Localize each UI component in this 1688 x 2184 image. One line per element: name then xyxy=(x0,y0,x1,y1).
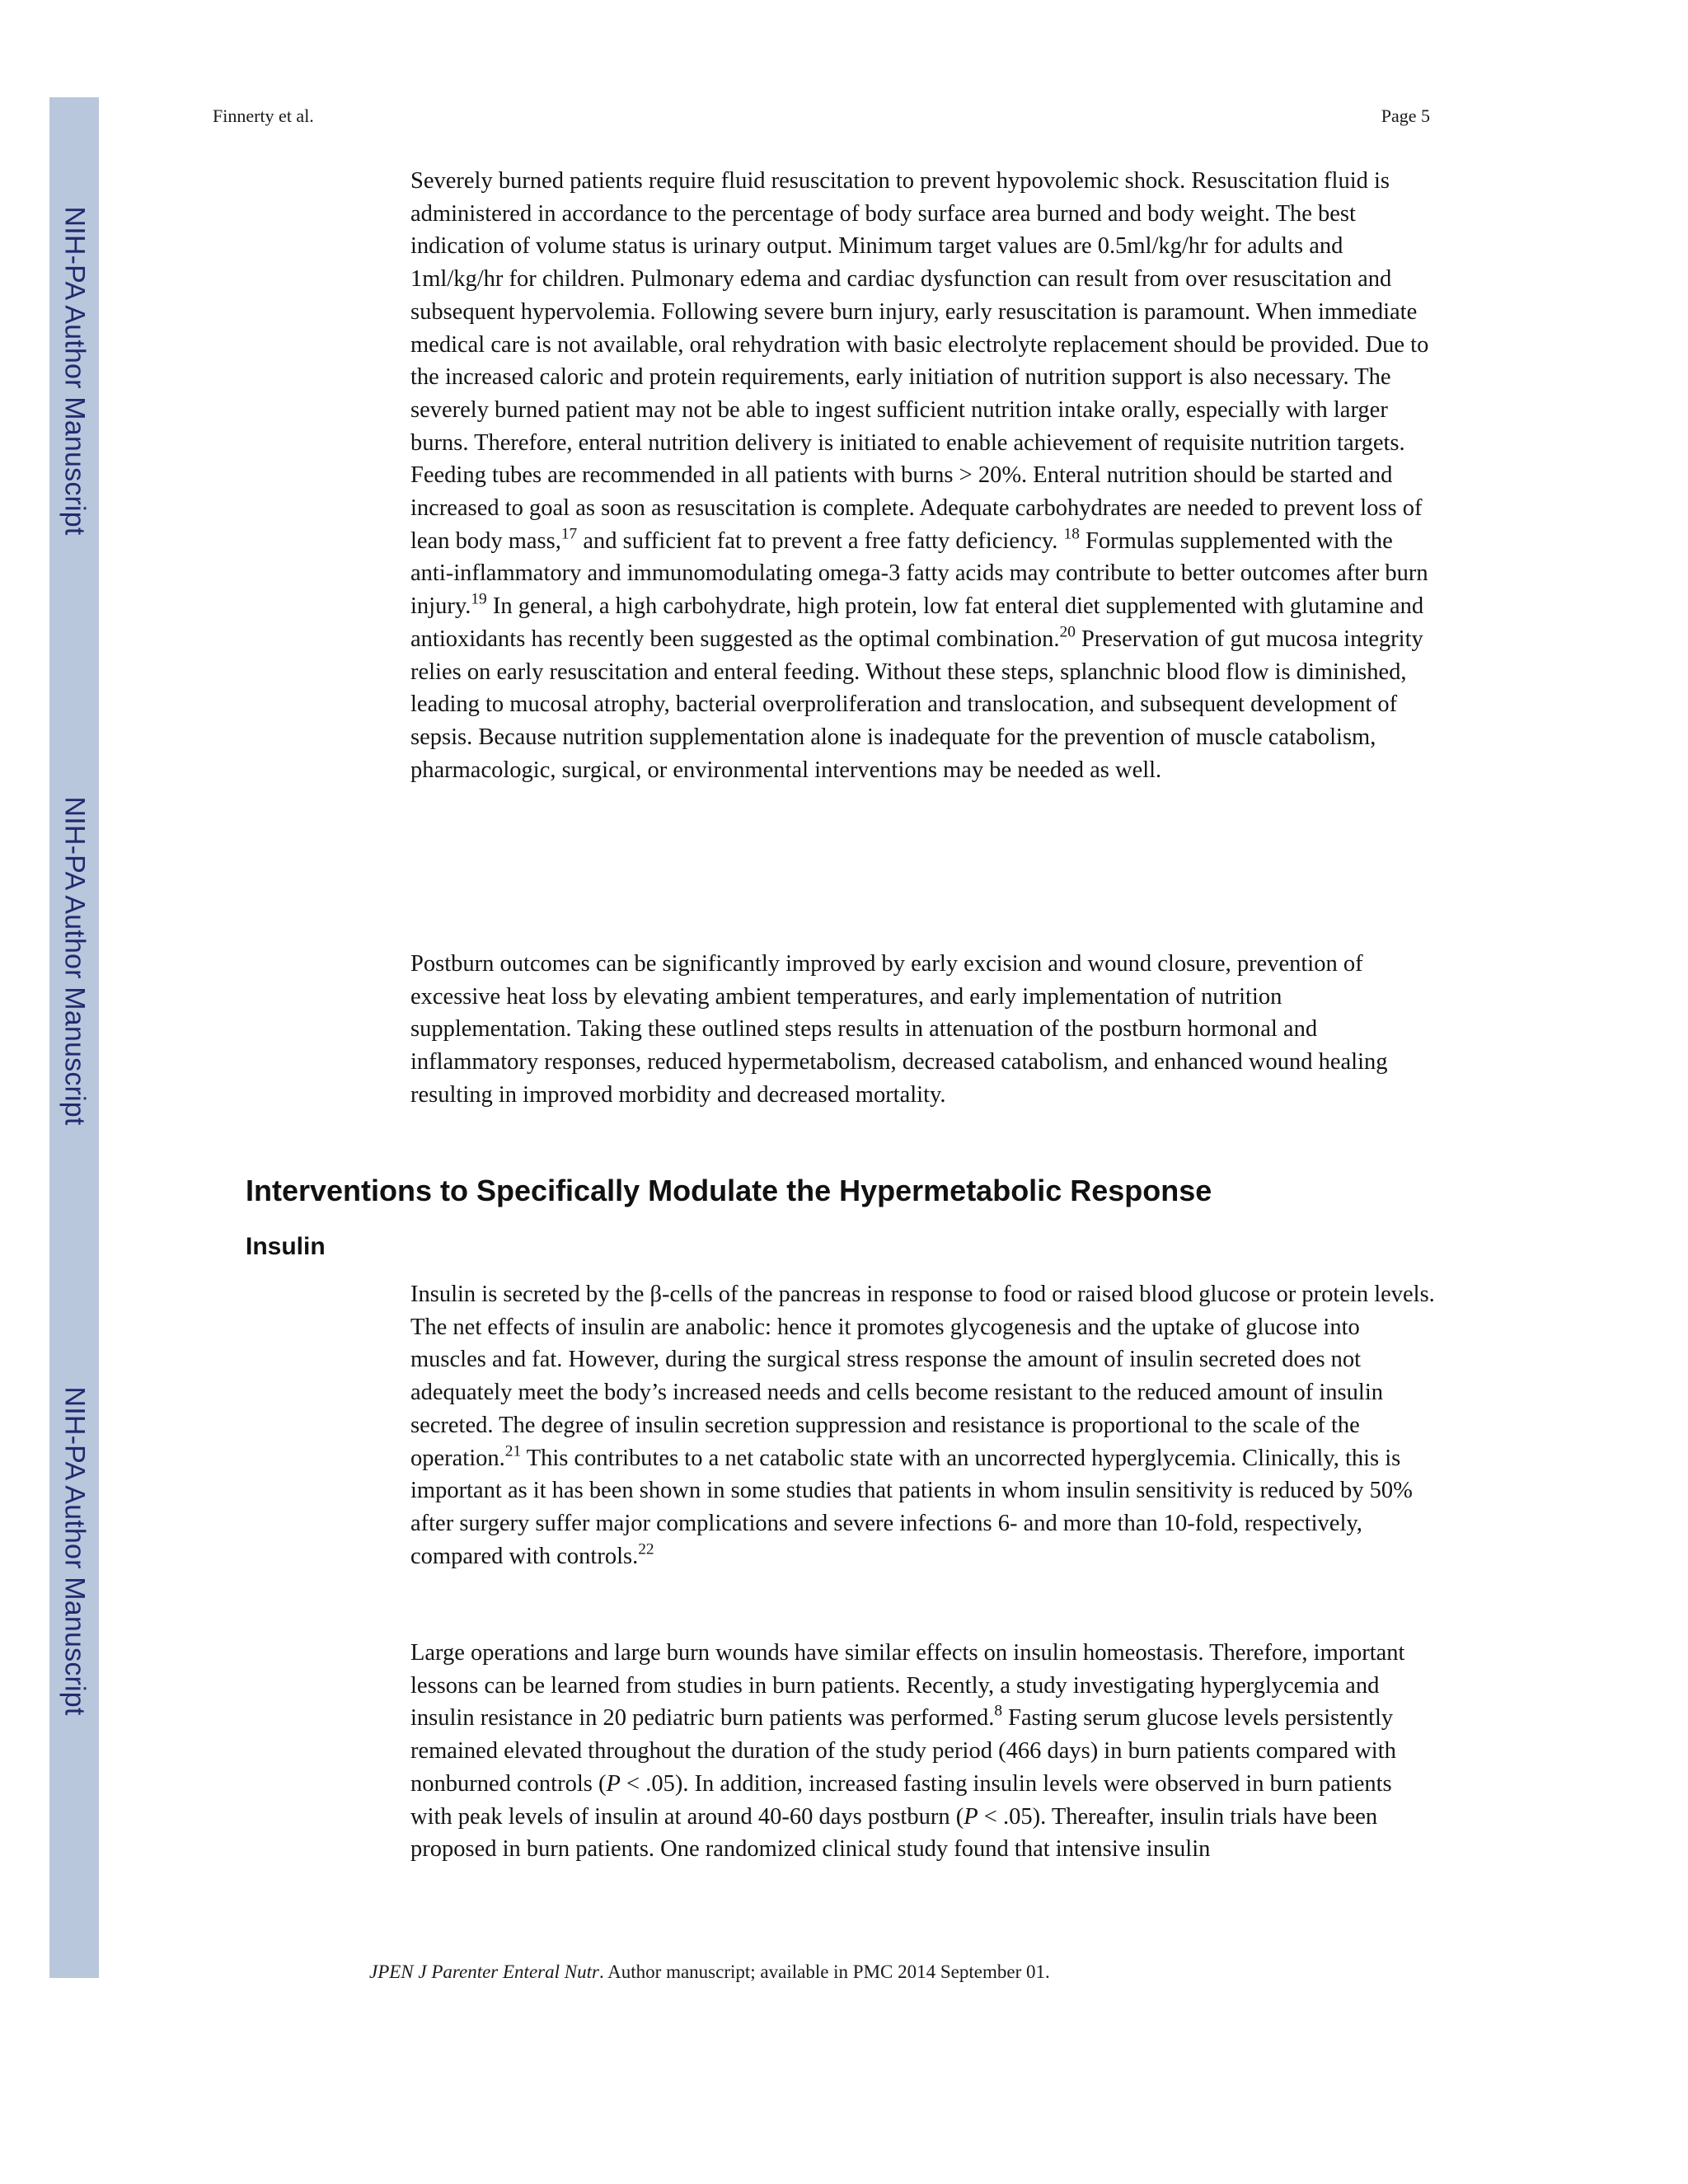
citation-ref: 20 xyxy=(1059,623,1076,641)
paragraph-insulin-homeostasis: Large operations and large burn wounds have similar effects on insulin homeostasis. Therefore, important lessons can be learned from studies in burn patients. Recently, a study investigating hyperglycemia and insulin resistance in 20 pediatric burn patients was performed.$^8$ Fasting serum glucose levels persistently remained elevated throughout the duration of the study period (466 days) in burn patients compared with nonburned controls (P < .05). In addition, increased fasting insulin levels were observed in burn patients with peak levels of insulin at around 40-60 days postburn (P < .05). Thereafter, insulin trials have been proposed in burn patients. One randomized clinical study found that intensive insulin xyxy=(410,1640,1405,1863)
page-number: Page 5 xyxy=(1381,105,1430,126)
subsection-heading: Insulin xyxy=(246,1233,326,1260)
citation-ref: 18 xyxy=(1063,525,1080,543)
citation-ref: 17 xyxy=(560,525,578,543)
availability-note: . Author manuscript; available in PMC 2014 September 01. xyxy=(598,1961,1050,1982)
citation-ref: 21 xyxy=(504,1441,522,1460)
paragraph-insulin-secretion: Insulin is secreted by the β-cells of the pancreas in response to food or raised blood glucose or protein levels. The net effects of insulin are anabolic: hence it promotes glycogenesis and the uptake of glucose into muscles and fat. However, during the surgical stress response the amount of insulin secreted does not adequately meet the body’s increased needs and cells become resistant to the reduced amount of insulin secreted. The degree of insulin secretion suppression and resistance is proportional to the scale of the operation.$^{21}$ This contributes to a net catabolic state with an uncorrected hyperglycemia. Clinically, this is important as it has been shown in some studies that patients in whom insulin sensitivity is reduced by 50% after surgery suffer major complications and severe infections 6- and more than 10-fold, respectively, compared with controls.$^{22}$ xyxy=(410,1282,1435,1569)
nih-author-manuscript-banner xyxy=(49,97,99,1978)
running-head-authors: Finnerty et al. xyxy=(213,105,314,126)
citation-ref: 22 xyxy=(638,1540,654,1558)
citation-ref: 19 xyxy=(471,590,487,608)
citation-ref: 8 xyxy=(994,1702,1003,1720)
banner-label: NIH-PA Author Manuscript xyxy=(59,796,91,1126)
journal-name: JPEN J Parenter Enteral Nutr xyxy=(369,1961,599,1982)
paragraph-postburn-outcomes: Postburn outcomes can be significantly improved by early excision and wound closure, prevention of excessive heat loss by elevating ambient temperatures, and early implementation of nutrition supplementation. Taking these outlined steps results in attenuation of the postburn hormonal and inflammatory responses, reduced hypermetabolism, decreased catabolism, and enhanced wound healing resulting in improved morbidity and decreased mortality. xyxy=(410,951,1388,1108)
banner-label: NIH-PA Author Manuscript xyxy=(59,206,91,536)
paragraph-resuscitation: Severely burned patients require fluid resuscitation to prevent hypovolemic shock. Resuscitation fluid is administered in accordance to the percentage of body surface area burned and body weight. The best indication of volume status is urinary output. Minimum target values are 0.5ml/kg/hr for adults and 1ml/kg/hr for children. Pulmonary edema and cardiac dysfunction can result from over resuscitation and subsequent hypervolemia. Following severe burn injury, early resuscitation is paramount. When immediate medical care is not available, oral rehydration with basic electrolyte replacement should be provided. Due to the increased caloric and protein requirements, early initiation of nutrition support is also necessary. The severely burned patient may not be able to ingest sufficient nutrition intake orally, especially with larger burns. Therefore, enteral nutrition delivery is initiated to enable achievement of requisite nutrition targets. Feeding tubes are recommended in all patients with burns > 20%. Enteral nutrition should be started and increased to goal as soon as resuscitation is complete. Adequate carbohydrates are needed to prevent loss of lean body mass,$^{17}$ and sufficient fat to prevent a free fatty deficiency. $^{18}$ Formulas supplemented with the anti-inflammatory and immunomodulating omega-3 fatty acids may contribute to better outcomes after burn injury.$^{19}$ In general, a high carbohydrate, high protein, low fat enteral diet supplemented with glutamine and antioxidants has recently been suggested as the optimal combination.$^{20}$ Preservation of gut mucosa integrity relies on early resuscitation and enteral feeding. Without these steps, splanchnic blood flow is diminished, leading to mucosal atrophy, bacterial overproliferation and translocation, and subsequent development of sepsis. Because nutrition supplementation alone is inadequate for the prevention of muscle catabolism, pharmacologic, surgical, or environmental interventions may be needed as well. xyxy=(410,168,1429,783)
section-heading: Interventions to Specifically Modulate the Hypermetabolic Response xyxy=(246,1174,1212,1207)
banner-label: NIH-PA Author Manuscript xyxy=(59,1386,91,1716)
journal-footer xyxy=(369,1961,1050,1983)
